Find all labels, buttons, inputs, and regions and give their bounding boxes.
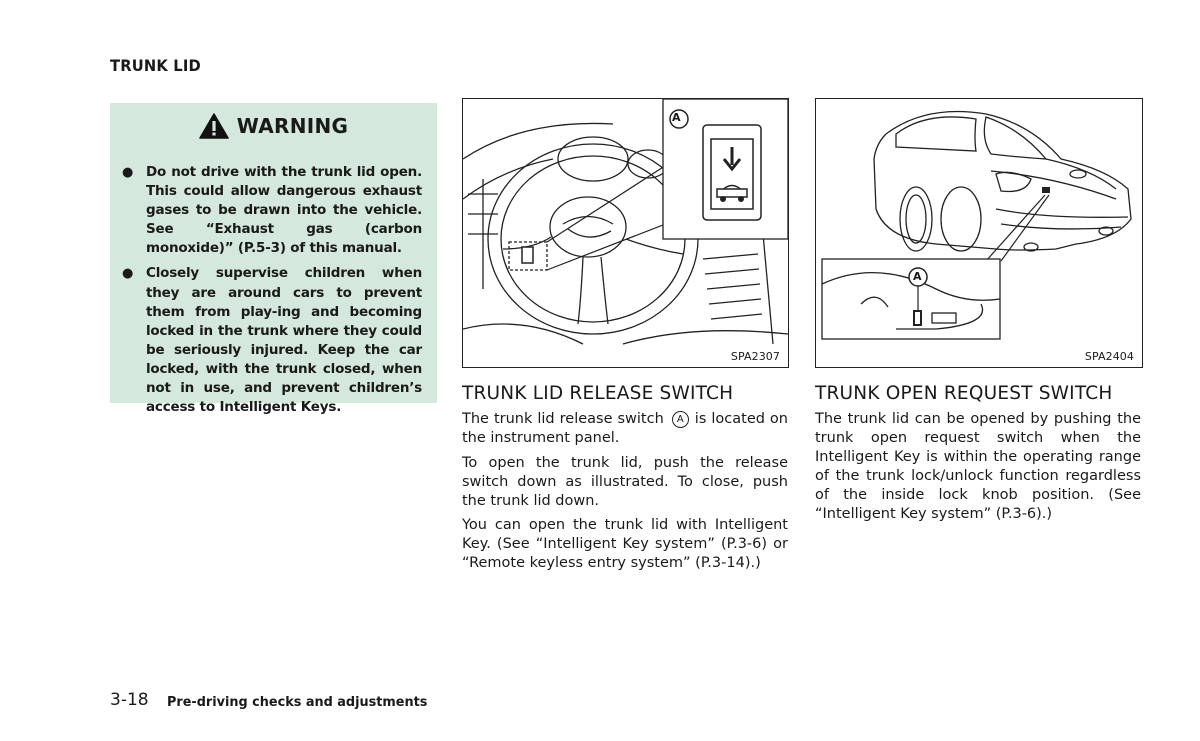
bullet-icon: ●: [122, 165, 134, 180]
warning-item-text: Do not drive with the trunk lid open. This could allow dangerous exhaust gases to be drawn into the vehicle. See “Exhaust gas (carbon monoxide)” (P.5-3) of this manual.: [146, 164, 422, 257]
release-switch-paragraph-1: [462, 410, 788, 448]
section-title: TRUNK LID: [110, 56, 201, 75]
warning-header: [110, 103, 437, 148]
release-switch-paragraph-3: You can open the trunk lid with Intelligent Key. (See “Intelligent Key system” (P.3-6) or “Remote keyless entry system” (P.3-14).): [462, 517, 788, 571]
instrument-panel-drawing: [463, 99, 788, 349]
release-switch-p1-before: The trunk lid release switch: [462, 411, 664, 427]
callout-a-marker: A: [672, 411, 689, 428]
warning-item-text: Closely supervise children when they are around cars to prevent them from play-ing and becoming locked in the trunk where they could be seriously injured. Keep the car locked, with the trunk closed, when not in use, and prevent children’s access to Intelligent Keys.: [146, 265, 422, 416]
chapter-title: Pre-driving checks and adjustments: [167, 694, 428, 710]
figure-code: SPA2404: [1084, 350, 1134, 363]
page-number: 3-18: [110, 690, 149, 710]
car-rear-drawing: [816, 99, 1142, 349]
figure-code: SPA2307: [730, 350, 780, 363]
release-switch-paragraph-2: To open the trunk lid, push the release switch down as illustrated. To close, push the trunk lid down.: [462, 455, 788, 509]
warning-item: [122, 264, 422, 417]
callout-a-label: A: [913, 270, 922, 283]
warning-title: WARNING: [236, 113, 349, 138]
request-switch-illustration: [815, 98, 1143, 368]
release-switch-illustration: [462, 98, 789, 368]
request-switch-paragraph: The trunk lid can be opened by pushing the trunk open request switch when the Intelligent Key is within the operating range of the trunk lock/unlock function regardless of the inside lock knob position. (See “Intelligent Key system” (P.3-6).): [815, 411, 1141, 522]
callout-a-label: A: [672, 111, 681, 124]
warning-triangle-icon: [199, 113, 229, 139]
release-switch-heading: TRUNK LID RELEASE SWITCH: [462, 383, 734, 404]
warning-box: [110, 103, 437, 416]
bullet-icon: ●: [122, 266, 134, 282]
warning-item: [122, 163, 422, 258]
request-switch-heading: TRUNK OPEN REQUEST SWITCH: [815, 383, 1113, 404]
warning-list: [122, 163, 422, 423]
release-switch-p1-after: is located on the instrument panel.: [462, 411, 788, 446]
